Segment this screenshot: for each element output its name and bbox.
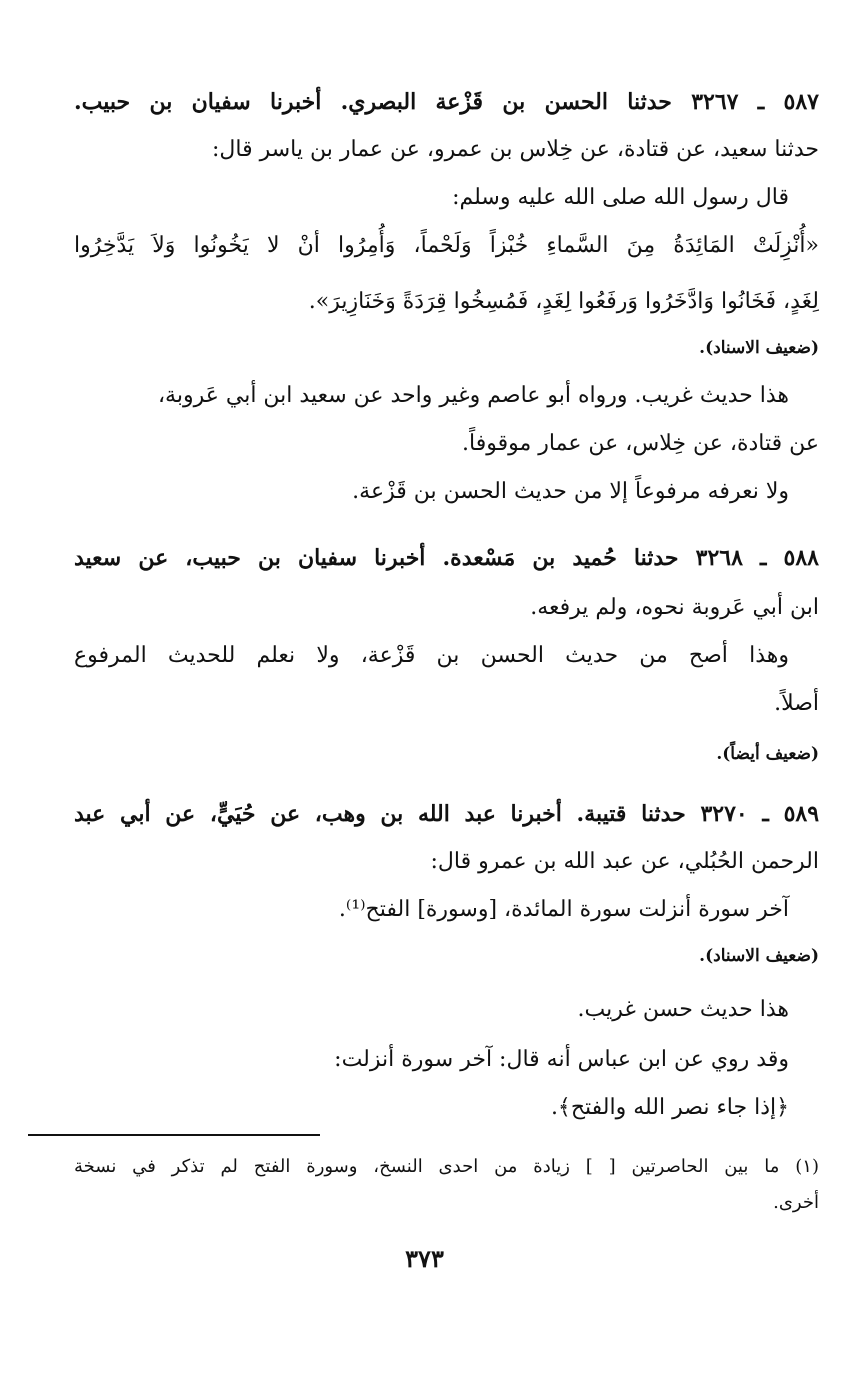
hadith-587-comment-line-3: ولا نعرفه مرفوعاً إلا من حديث الحسن بن قَزْعة.	[352, 479, 789, 504]
footnote-divider	[28, 1134, 320, 1136]
footnote-line-1: (١) ما بين الحاصرتين [ ] زيادة من احدى النسخ، وسورة الفتح لم تذكر في نسخة	[74, 1156, 819, 1177]
hadith-587-matn-line-1: «أُنْزِلَتْ المَائِدَةُ مِنَ السَّماءِ خُبْزاً وَلَحْماً، وَأُمِرُوا أنْ لا يَخُونُوا وَلاَ يَدَّخِرُوا	[74, 233, 819, 258]
hadith-589-line-1: ٥٨٩ ـ ٣٢٧٠ حدثنا قتيبة. أخبرنا عبد الله بن وهب، عن حُيَيٍّ، عن أبي عبد	[74, 801, 820, 827]
hadith-589-comment-line-1: هذا حديث حسن غريب.	[577, 997, 789, 1022]
hadith-587-grade: (ضعيف الاسناد).	[699, 338, 819, 358]
hadith-589-line-2: الرحمن الحُبُلي، عن عبد الله بن عمرو قال:	[430, 849, 819, 874]
hadith-587-line-3: قال رسول الله صلى الله عليه وسلم:	[452, 185, 789, 210]
hadith-588-comment-line-1: وهذا أصح من حديث الحسن بن قَزْعة، ولا نعلم للحديث المرفوع	[74, 643, 789, 668]
hadith-587-line-2: حدثنا سعيد، عن قتادة، عن خِلاس بن عمرو، عن عمار بن ياسر قال:	[212, 137, 819, 162]
page-number: ٣٧٣	[405, 1244, 444, 1273]
hadith-588-comment-line-2: أصلاً.	[774, 691, 819, 716]
footnote-line-2: أخرى.	[773, 1192, 819, 1213]
hadith-588-line-1: ٥٨٨ ـ ٣٢٦٨ حدثنا حُميد بن مَسْعدة. أخبرنا سفيان بن حبيب، عن سعيد	[74, 545, 819, 571]
hadith-587-comment-line-2: عن قتادة، عن خِلاس، عن عمار موقوفاً.	[462, 431, 819, 456]
hadith-588-line-2: ابن أبي عَروبة نحوه، ولم يرفعه.	[530, 595, 819, 620]
hadith-588-grade: (ضعيف أيضاً).	[716, 744, 819, 764]
hadith-589-matn: آخر سورة أنزلت سورة المائدة، [وسورة] الفتح⁽¹⁾.	[338, 897, 789, 922]
hadith-587-matn-line-2: لِغَدٍ، فَخَانُوا وَادَّخَرُوا وَرفَعُوا لِغَدٍ، فَمُسِخُوا قِرَدَةً وَخَنَازِيرَ».	[308, 289, 819, 314]
hadith-589-quran-verse: ﴿إذا جاء نصر الله والفتح﴾.	[550, 1095, 789, 1120]
hadith-589-grade: (ضعيف الاسناد).	[699, 946, 819, 966]
hadith-587-line-1: ٥٨٧ ـ ٣٢٦٧ حدثنا الحسن بن قَزْعة البصري. أخبرنا سفيان بن حبيب.	[74, 89, 819, 115]
hadith-589-comment-line-2: وقد روي عن ابن عباس أنه قال: آخر سورة أنزلت:	[334, 1047, 789, 1072]
hadith-587-comment-line-1: هذا حديث غريب. ورواه أبو عاصم وغير واحد عن سعيد ابن أبي عَروبة،	[157, 383, 789, 408]
